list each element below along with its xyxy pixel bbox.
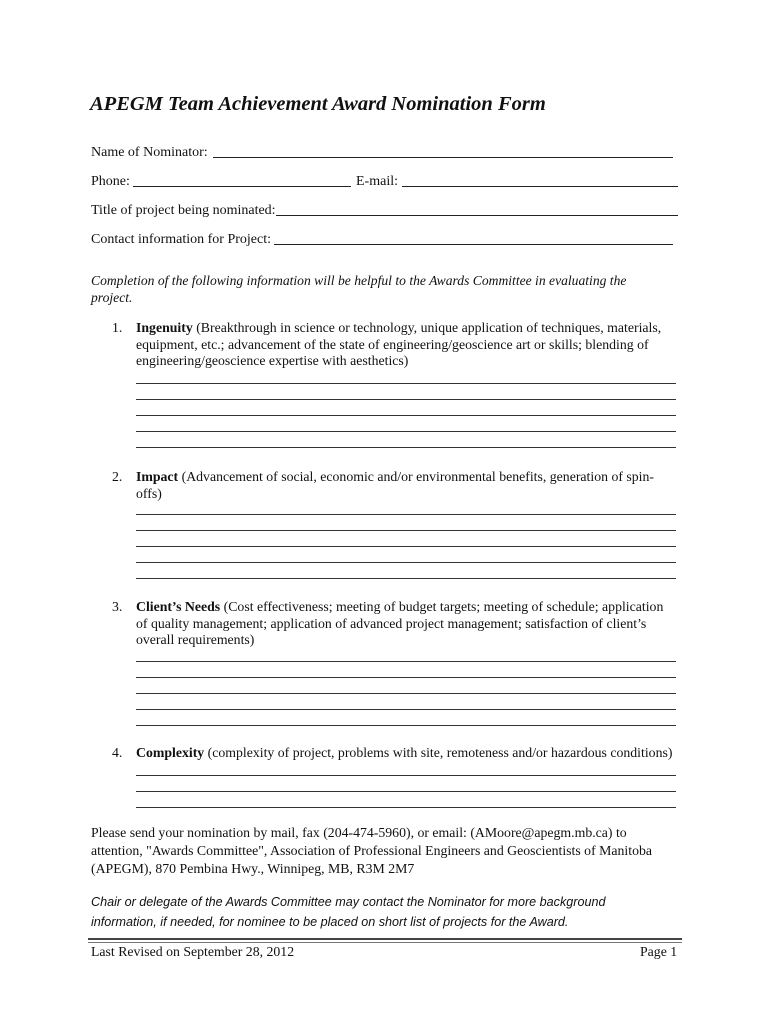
mail-instructions: Please send your nomination by mail, fax (204-474-5960), or email: (AMoore@apegm.mb.ca) to attention, "Awards Committee", Association of Professional Engineers and Geoscientists of Manitoba (APEGM), 870 Pembina Hwy., Winnipeg, MB, R3M 2M7 — [91, 825, 653, 876]
answer-line[interactable] — [136, 546, 676, 547]
answer-line[interactable] — [136, 530, 676, 531]
last-revised: Last Revised on September 28, 2012 — [91, 944, 295, 959]
phone-label: Phone: — [91, 174, 130, 189]
item-heading: Ingenuity — [136, 320, 193, 335]
item-description: (Breakthrough in science or technology, unique application of techniques, materials, equipment, etc.; advancement of the state of engineering/geoscience art or skills; blending of engineering/geoscience expertise with aesthetics) — [136, 320, 662, 368]
project-title-label: Title of project being nominated: — [91, 203, 276, 218]
answer-line[interactable] — [136, 578, 676, 579]
item-impact — [136, 469, 666, 502]
answer-line[interactable] — [136, 431, 676, 432]
email-label: E-mail: — [356, 174, 398, 189]
footer-divider-thin — [88, 942, 682, 943]
answer-line[interactable] — [136, 693, 676, 694]
item-heading: Impact — [136, 469, 179, 484]
answer-line[interactable] — [136, 415, 676, 416]
contact-label: Contact information for Project: — [91, 232, 272, 247]
item-description: (Advancement of social, economic and/or environmental benefits, generation of spin-offs) — [136, 469, 654, 501]
answer-line[interactable] — [136, 709, 676, 710]
answer-line[interactable] — [136, 399, 676, 400]
item-heading: Client’s Needs — [136, 599, 221, 614]
answer-line[interactable] — [136, 383, 676, 384]
item-heading: Complexity — [136, 745, 205, 760]
chair-note: Chair or delegate of the Awards Committee may contact the Nominator for more background information, if needed, for nominee to be placed on short list of projects for the Award. — [91, 895, 606, 929]
phone-input-line[interactable] — [133, 186, 351, 187]
answer-line[interactable] — [136, 791, 676, 792]
intro-text: Completion of the following information will be helpful to the Awards Committee in evaluating the project. — [91, 273, 627, 305]
answer-line[interactable] — [136, 661, 676, 662]
item-ingenuity — [136, 320, 671, 370]
item-clients-needs — [136, 599, 676, 649]
item-complexity — [136, 745, 696, 762]
answer-line[interactable] — [136, 677, 676, 678]
item-number: 3. — [112, 599, 123, 614]
answer-line[interactable] — [136, 775, 676, 776]
item-number: 4. — [112, 745, 123, 760]
footer-divider — [88, 938, 682, 940]
page-number: Page 1 — [640, 944, 678, 959]
answer-line[interactable] — [136, 447, 676, 448]
item-number: 1. — [112, 320, 123, 335]
project-title-input-line[interactable] — [276, 215, 678, 216]
item-description: (complexity of project, problems with site, remoteness and/or hazardous conditions) — [204, 745, 673, 760]
item-number: 2. — [112, 469, 123, 484]
answer-line[interactable] — [136, 725, 676, 726]
contact-input-line[interactable] — [274, 244, 673, 245]
nominator-label: Name of Nominator: — [91, 145, 208, 160]
answer-line[interactable] — [136, 807, 676, 808]
nominator-input-line[interactable] — [213, 157, 673, 158]
email-input-line[interactable] — [402, 186, 678, 187]
answer-line[interactable] — [136, 514, 676, 515]
form-title: APEGM Team Achievement Award Nomination Form — [90, 93, 546, 115]
answer-line[interactable] — [136, 562, 676, 563]
item-description: (Cost effectiveness; meeting of budget targets; meeting of schedule; application of quality management; application of advanced project management; satisfaction of client’s overall requirements) — [136, 599, 664, 647]
